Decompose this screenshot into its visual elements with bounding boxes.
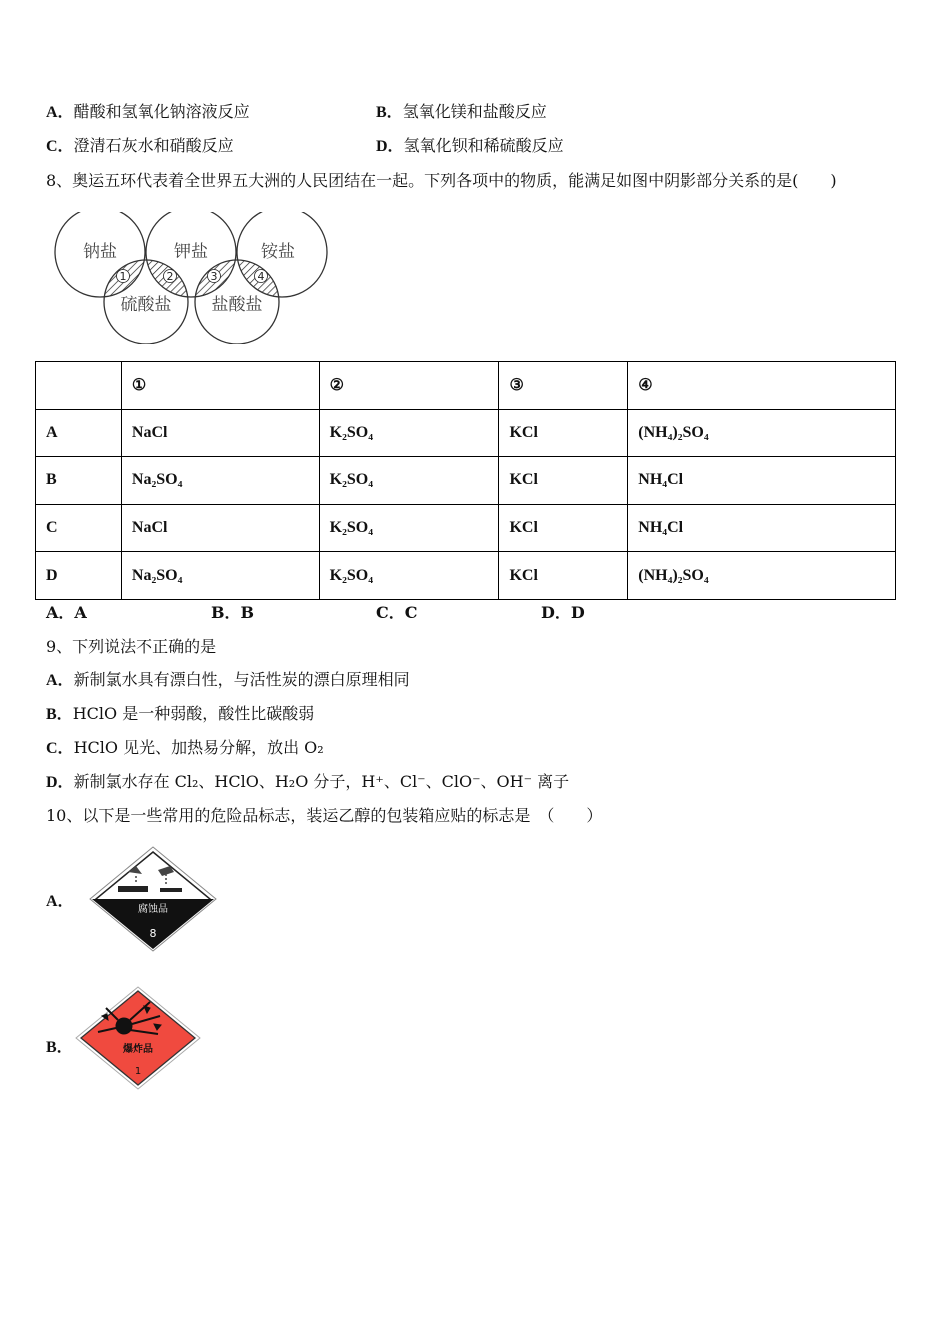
table-cell: K₂SO₄	[319, 457, 499, 505]
table-cell: KCl	[499, 552, 628, 600]
q9-stem: 9、下列说法不正确的是	[46, 637, 217, 656]
table-row	[36, 409, 896, 457]
region-3-label: 3	[210, 270, 218, 283]
table-cell: Na₂SO₄	[121, 457, 319, 505]
explosive-hazard-sign	[74, 986, 202, 1090]
label-chloride: 盐酸盐	[211, 295, 263, 315]
q10-option-b-label: B．	[46, 1039, 73, 1056]
row-label: B	[36, 457, 122, 505]
table-cell: K₂SO₄	[319, 409, 499, 457]
table-cell: K₂SO₄	[319, 504, 499, 552]
table-cell: K₂SO₄	[319, 552, 499, 600]
row-label: C	[36, 504, 122, 552]
table-header-row	[36, 362, 896, 410]
row-label: A	[36, 409, 122, 457]
table-cell: (NH₄)₂SO₄	[628, 552, 896, 600]
q8-answer-d: D．D	[541, 603, 585, 622]
label-ammonium-salt: 铵盐	[261, 242, 295, 262]
header-cell: ③	[499, 362, 628, 410]
table-cell: KCl	[499, 409, 628, 457]
corrosive-class-number: 8	[149, 927, 157, 940]
region-1-label: 1	[119, 270, 127, 283]
q7-option-b: B．氢氧化镁和盐酸反应	[376, 102, 547, 121]
table-row	[36, 552, 896, 600]
row-label: D	[36, 552, 122, 600]
q7-option-c: C．澄清石灰水和硝酸反应	[46, 136, 234, 155]
q9-option-a: A．新制氯水具有漂白性，与活性炭的漂白原理相同	[46, 670, 410, 689]
q9-option-b: B．HClO 是一种弱酸，酸性比碳酸弱	[46, 704, 315, 723]
q7-option-d: D．氢氧化钡和稀硫酸反应	[376, 136, 564, 155]
table-cell: KCl	[499, 504, 628, 552]
table-cell: NH₄Cl	[628, 457, 896, 505]
label-potassium-salt: 钾盐	[174, 242, 208, 262]
table-cell: NH₄Cl	[628, 504, 896, 552]
explosive-label: 爆炸品	[123, 1044, 153, 1055]
label-sodium-salt: 钠盐	[83, 242, 117, 262]
table-row	[36, 457, 896, 505]
table-row	[36, 504, 896, 552]
header-cell: ①	[121, 362, 319, 410]
corrosive-label: 腐蚀品	[138, 904, 168, 915]
q7-option-a: A．醋酸和氢氧化钠溶液反应	[46, 102, 250, 121]
q10-option-a-label: A．	[46, 893, 74, 910]
header-cell	[36, 362, 122, 410]
label-sulfate: 硫酸盐	[120, 295, 172, 315]
q9-option-d: D．新制氯水存在 Cl₂、HClO、H₂O 分子，H⁺、Cl⁻、ClO⁻、OH⁻ 离子	[46, 772, 570, 791]
explosive-class-number: 1	[134, 1066, 142, 1077]
q9-option-c: C．HClO 见光、加热易分解，放出 O₂	[46, 738, 324, 757]
q8-options-table	[35, 361, 896, 600]
region-2-label: 2	[166, 270, 174, 283]
q10-stem: 10、以下是一些常用的危险品标志，装运乙醇的包装箱应贴的标志是 （ ）	[46, 806, 603, 825]
q8-stem: 8、奥运五环代表着全世界五大洲的人民团结在一起。下列各项中的物质，能满足如图中阴影部分关系的是( )	[46, 171, 837, 190]
olympic-rings-venn-diagram	[52, 212, 334, 344]
header-cell: ②	[319, 362, 499, 410]
header-cell: ④	[628, 362, 896, 410]
table-cell: NaCl	[121, 504, 319, 552]
q8-answer-b: B．B	[211, 603, 255, 622]
table-cell: NaCl	[121, 409, 319, 457]
corrosive-hazard-sign	[88, 846, 218, 952]
q8-answer-c: C．C	[376, 603, 418, 622]
region-4-label: 4	[257, 270, 265, 283]
q8-answer-a: A．A	[46, 603, 87, 622]
table-cell: Na₂SO₄	[121, 552, 319, 600]
table-cell: (NH₄)₂SO₄	[628, 409, 896, 457]
table-cell: KCl	[499, 457, 628, 505]
